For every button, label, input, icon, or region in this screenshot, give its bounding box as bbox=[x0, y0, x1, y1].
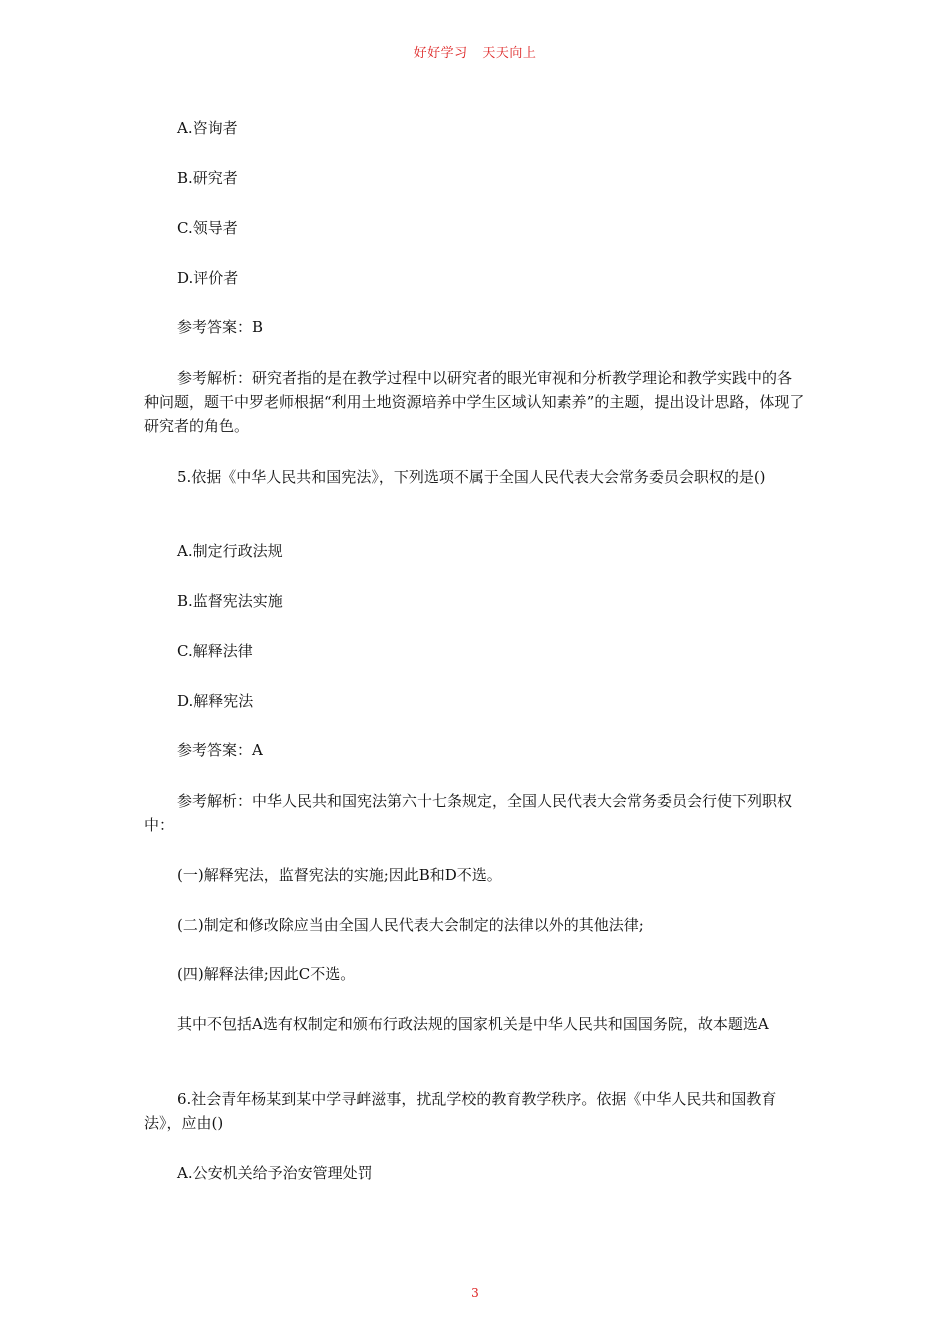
option-a: A.咨询者 bbox=[177, 119, 238, 137]
question-6: 6.社会青年杨某到某中学寻衅滋事，扰乱学校的教育教学秩序。依据《中华人民共和国教育法》，应由() bbox=[144, 1090, 777, 1132]
header-motto-left: 好好学习 bbox=[413, 46, 468, 61]
option-d: D.评价者 bbox=[177, 269, 239, 287]
analysis-item-4: (四)解释法律;因此C不选。 bbox=[177, 965, 356, 983]
option-d: D.解释宪法 bbox=[177, 692, 254, 710]
analysis-conclusion: 其中不包括A选有权制定和颁布行政法规的国家机关是中华人民共和国国务院，故本题选A bbox=[177, 1015, 769, 1033]
header-motto-right: 天天向上 bbox=[482, 46, 537, 61]
reference-answer: 参考答案：B bbox=[177, 318, 264, 336]
option-c: C.解释法律 bbox=[177, 642, 253, 660]
reference-analysis: 参考解析：中华人民共和国宪法第六十七条规定，全国人民代表大会常务委员会行使下列职权中： bbox=[144, 792, 793, 834]
page-number: 3 bbox=[471, 1286, 479, 1300]
option-a: A.制定行政法规 bbox=[177, 542, 283, 560]
reference-answer: 参考答案：A bbox=[177, 741, 263, 759]
option-b: B.监督宪法实施 bbox=[177, 592, 283, 610]
option-b: B.研究者 bbox=[177, 169, 238, 187]
page-header bbox=[0, 42, 950, 61]
analysis-item-2: (二)制定和修改除应当由全国人民代表大会制定的法律以外的其他法律; bbox=[177, 916, 644, 934]
question-5: 5.依据《中华人民共和国宪法》，下列选项不属于全国人民代表大会常务委员会职权的是() bbox=[177, 468, 766, 486]
option-c: C.领导者 bbox=[177, 219, 238, 237]
analysis-item-1: (一)解释宪法，监督宪法的实施;因此B和D不选。 bbox=[177, 866, 502, 884]
option-a: A.公安机关给予治安管理处罚 bbox=[177, 1164, 373, 1182]
reference-analysis: 参考解析：研究者指的是在教学过程中以研究者的眼光审视和分析教学理论和教学实践中的各种问题，题干中罗老师根据“利用土地资源培养中学生区域认知素养”的主题，提出设计思路，体现了研究者的角色。 bbox=[144, 369, 805, 435]
